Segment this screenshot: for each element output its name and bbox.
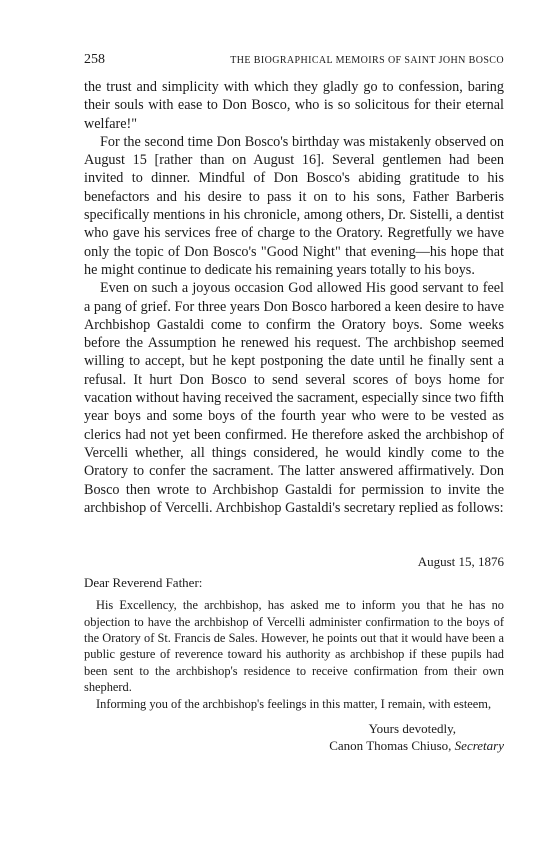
letter-paragraph: His Excellency, the archbishop, has asked me to inform you that he has no objection to have the archbishop of Vercelli administer confirmation to the boys of the Oratory of St. Francis de Sales. However, he points out that it would have been a public gesture of reverence toward his authority as archbishop if these pupils had been sent to the archbishop's residence to receive confirmation from their own shepherd. — [84, 598, 504, 695]
book-page — [84, 52, 504, 754]
paragraph-continuation: the trust and simplicity with which they gladly go to confession, baring their souls with ease to Don Bosco, who is so solicitous for their eternal welfare!" — [84, 79, 504, 132]
page-header — [84, 52, 504, 72]
signatory-name: Canon Thomas Chiuso, — [329, 737, 452, 753]
page-number: 258 — [84, 52, 105, 67]
letter-salutation: Dear Reverend Father: — [84, 575, 203, 591]
paragraph-confirmation: Even on such a joyous occasion God allowed His good servant to feel a pang of grief. For three years Don Bosco harbored a keen desire to have Archbishop Gastaldi come to confirm the Oratory boys. Some weeks before the Assumption he renewed his request. The archbishop seemed willing to accept, but he kept postponing the date until he finally sent a refusal. It hurt Don Bosco to send several scores of boys home for vacation without having received the sacrament, especially since two fifth year boys and some boys of the fourth year who were to be vested as clerics had not yet been confirmed. He therefore asked the archbishop of Vercelli whether, all things considered, he would kindly come to the Oratory to confer the sacrament. The latter answered affirmatively. Don Bosco then wrote to Archbishop Gastaldi for permission to invite the archbishop of Vercelli. Archbishop Gastaldi's secretary replied as follows: — [84, 280, 504, 516]
body-text — [84, 78, 504, 517]
signatory-role: Secretary — [454, 737, 504, 753]
running-head: THE BIOGRAPHICAL MEMOIRS OF SAINT JOHN BOSCO — [230, 55, 504, 66]
letter-closing — [84, 720, 504, 754]
letter-date: August 15, 1876 — [417, 554, 504, 570]
paragraph-birthday: For the second time Don Bosco's birthday was mistakenly observed on August 15 [rather than on August 16]. Several gentlemen had been invited to dinner. Mindful of Don Bosco's abiding gratitude to his benefactors and his desire to pass it on to his sons, Father Barberis specifically mentions in his chronicle, among others, Dr. Sistelli, a dentist who gave his services free of charge to the Oratory. Regretfully we have only the topic of Don Bosco's "Good Night" that evening—his hope that he might continue to dedicate his remaining years totally to his boys. — [84, 133, 504, 278]
letter-signature — [84, 737, 504, 754]
quoted-letter — [84, 553, 504, 754]
letter-paragraph: Informing you of the archbishop's feelings in this matter, I remain, with esteem, — [96, 696, 492, 711]
letter-valediction: Yours devotedly, — [368, 720, 456, 736]
